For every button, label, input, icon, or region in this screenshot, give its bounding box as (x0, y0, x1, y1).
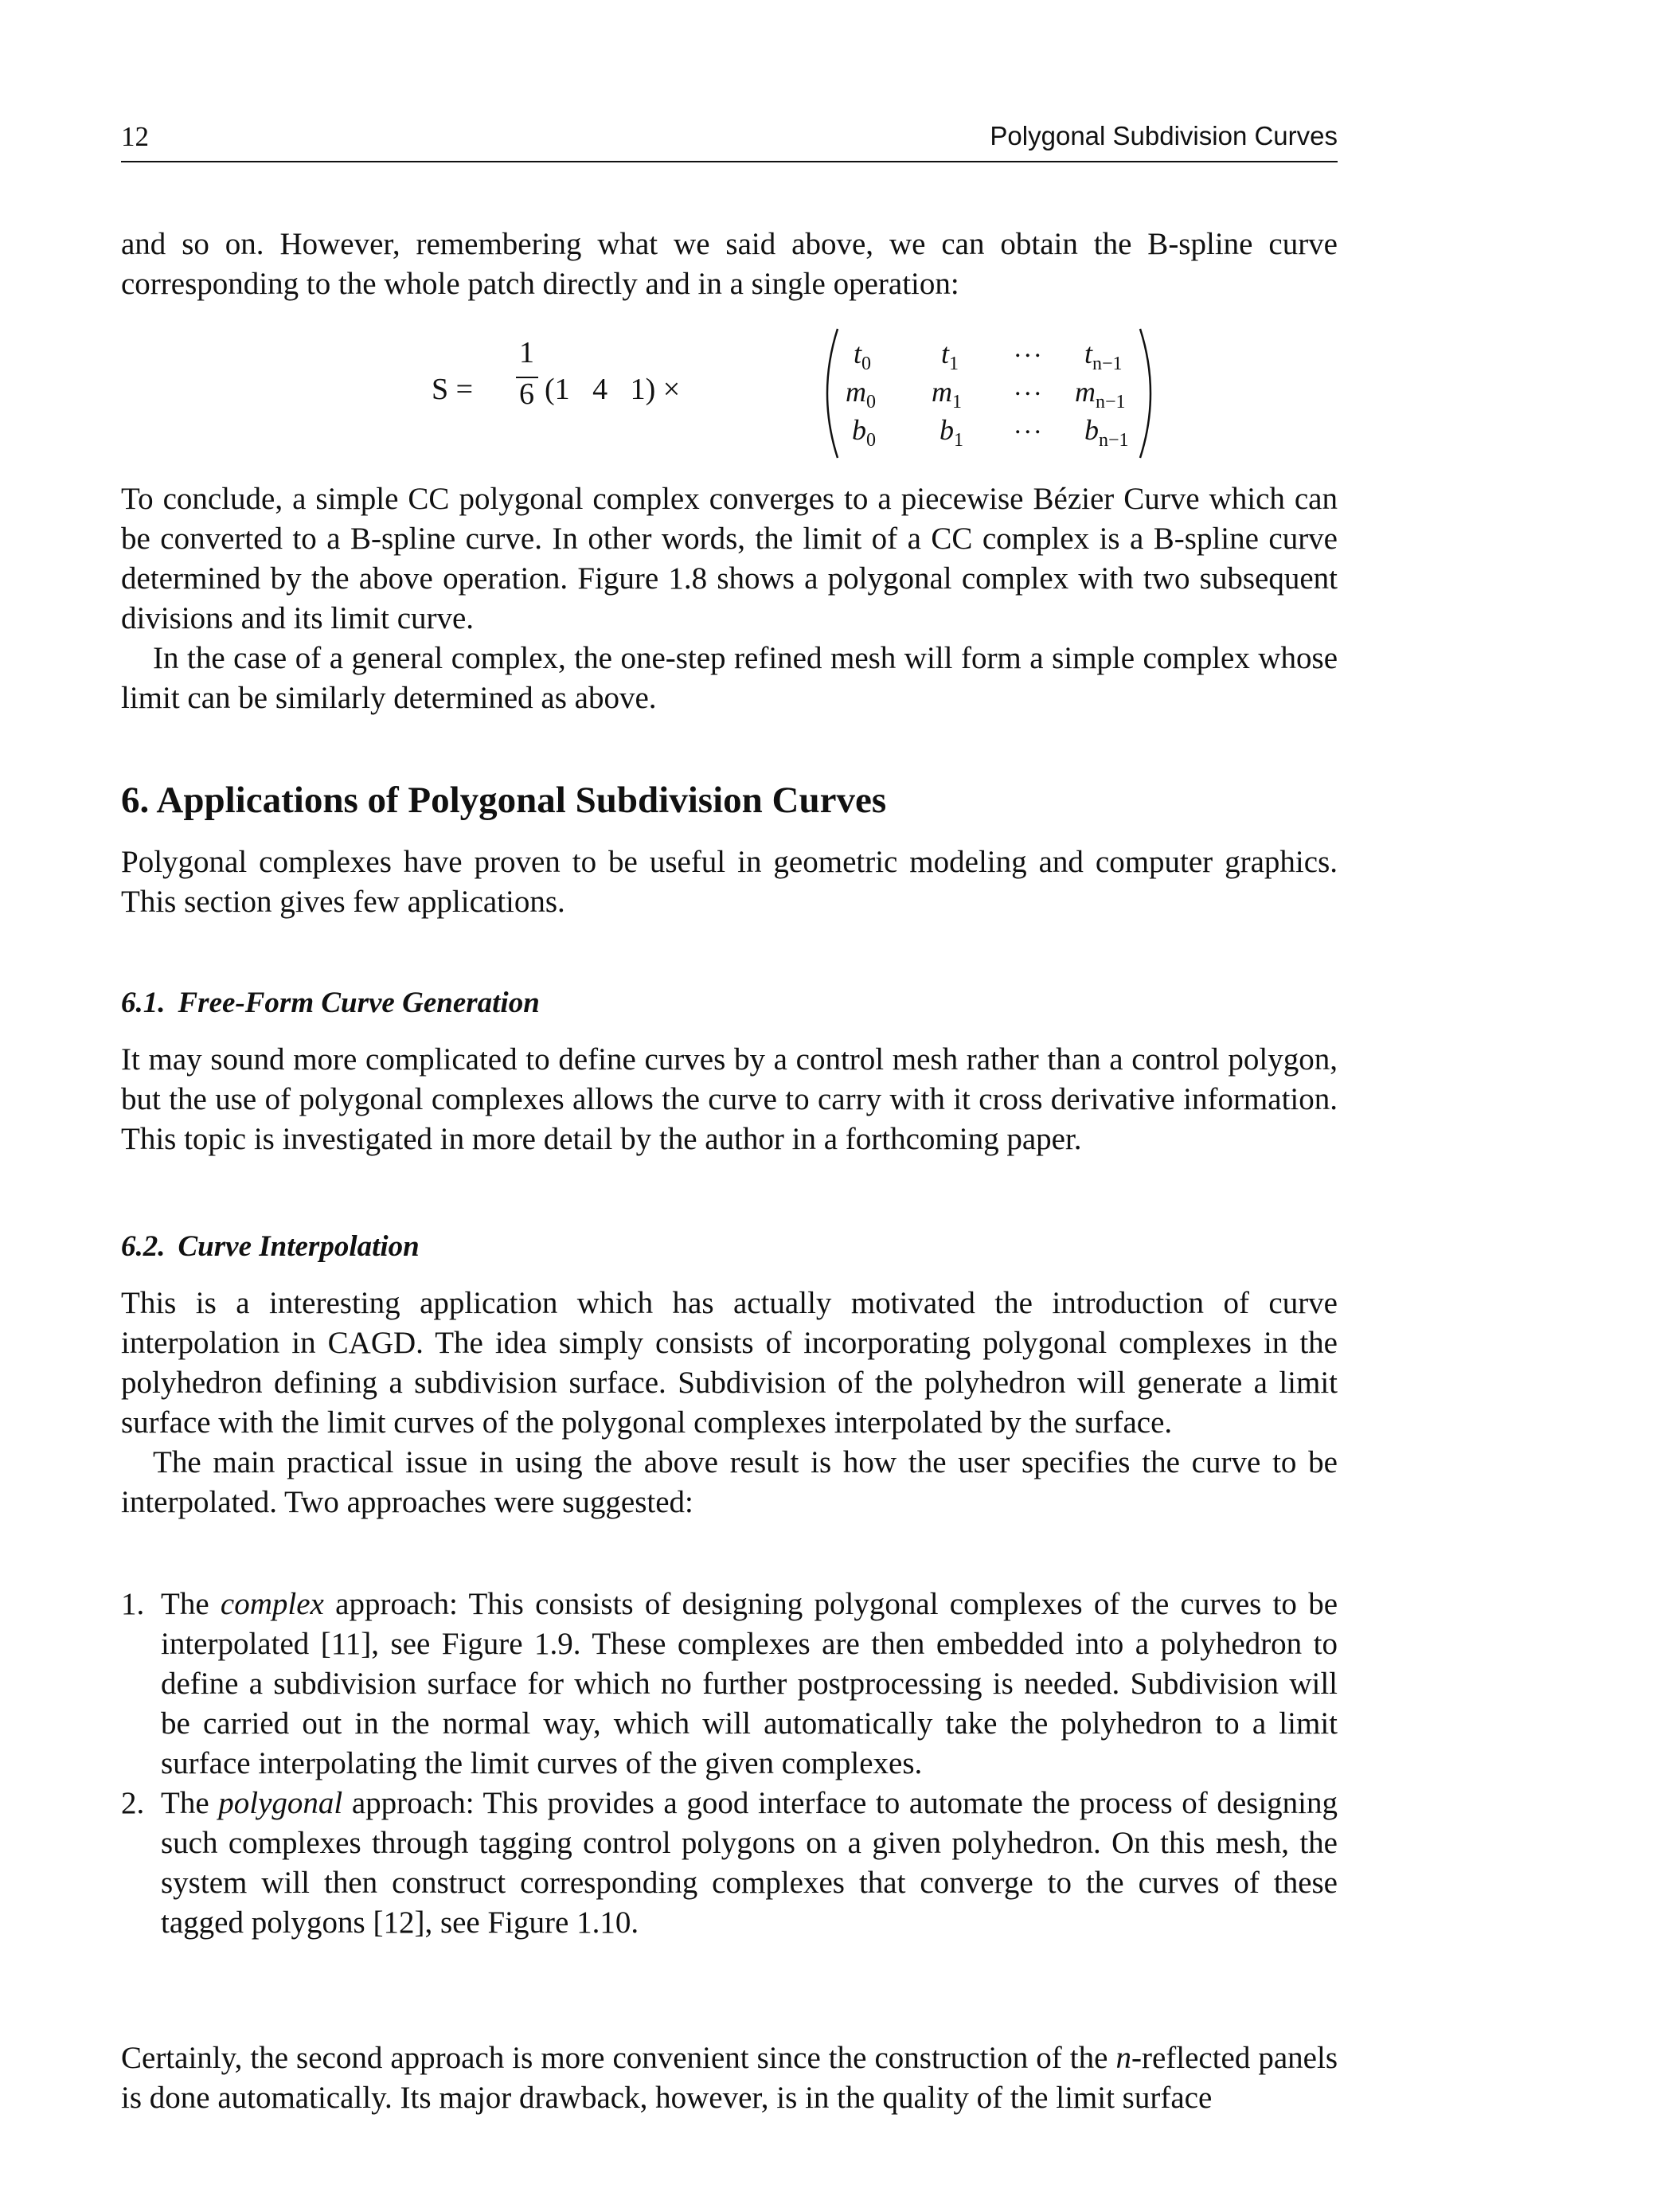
subsection62-paragraph-2: The main practical issue in using the above result is how the user specifies the curve to be interpolated. Two approaches were suggested: (121, 1445, 1338, 1519)
subsection62-block (121, 1284, 1338, 1522)
row-vector: (1 4 1) × (545, 373, 681, 406)
subsection-title: Free-Form Curve Generation (178, 987, 540, 1019)
subsection61-block (121, 1040, 1338, 1159)
matrix-dots: ... (1014, 372, 1045, 401)
conclusion-paragraph-1: To conclude, a simple CC polygonal complex converges to a piecewise Bézier Curve which can be converted to a B-spline curve. In other words, the limit of a CC complex is a B-spline curve determined by the above operation. Figure 1.8 shows a polygonal complex with two subsequent divisions and its limit curve. (121, 482, 1338, 635)
subsection-heading-6-1 (121, 986, 540, 1020)
section-heading: 6. Applications of Polygonal Subdivision Curves (121, 780, 887, 821)
matrix-cell-b1: $b_1$ (940, 414, 963, 451)
running-title: Polygonal Subdivision Curves (990, 121, 1338, 150)
matrix-cell-t0: $t_0$ (854, 338, 872, 375)
matrix-cell-m1: $m_1$ (932, 376, 962, 413)
closing-block (121, 2038, 1338, 2118)
list-marker: 1. (121, 1587, 145, 1621)
matrix-cell-t1: $t_1$ (941, 338, 959, 375)
page-number: 12 (121, 121, 149, 152)
section6-intro-block (121, 842, 1338, 922)
fraction-denominator: 6 (519, 377, 534, 411)
matrix-cell-tn: $t_{n-1}$ (1084, 338, 1123, 375)
approaches-list (121, 1585, 1338, 1943)
control-matrix (814, 330, 1164, 458)
conclusion-block (121, 479, 1338, 718)
closing-paragraph: Certainly, the second approach is more convenient since the construction of the n-reflected panels is done automatically. Its major drawback, however, is in the quality of the limit surface (121, 2041, 1338, 2115)
list-marker: 2. (121, 1786, 145, 1820)
matrix-dots: ... (1014, 334, 1045, 363)
subsection-number: 6.2. (121, 1230, 166, 1263)
subsection-heading-6-2 (121, 1229, 420, 1264)
matrix-cell-m0: $m_0$ (846, 376, 876, 413)
equation-bspline (432, 330, 1148, 458)
fraction-numerator: 1 (519, 336, 534, 369)
right-paren-icon (1137, 326, 1164, 461)
left-paren-icon (814, 326, 841, 461)
subsection-title: Curve Interpolation (178, 1230, 420, 1263)
list-item: 2. The polygonal approach: This provides a good interface to automate the process of designing such complexes through tagging control polygons on a given polyhedron. On this mesh, the system will then construct corresponding complexes that converge to the curves of these tagged polygons [12], see Figure 1.10. (121, 1784, 1338, 1943)
section6-paragraph: Polygonal complexes have proven to be useful in geometric modeling and computer graphics. This section gives few applications. (121, 845, 1338, 919)
matrix-cell-bn: $b_{n-1}$ (1084, 414, 1129, 451)
list-item: 1. The complex approach: This consists of designing polygonal complexes of the curves to be interpolated [11], see Figure 1.9. These complexes are then embedded into a polyhedron to define a subdivision surface for which no further postprocessing is needed. Subdivision will be carried out in the normal way, which will automatically take the polyhedron to a limit surface interpolating the limit curves of the given complexes. (121, 1585, 1338, 1784)
subsection-number: 6.1. (121, 987, 166, 1019)
page-header (121, 121, 1338, 162)
intro-paragraph: and so on. However, remembering what we said above, we can obtain the B-spline curve corresponding to the whole patch directly and in a single operation: (121, 227, 1338, 301)
subsection61-paragraph: It may sound more complicated to define curves by a control mesh rather than a control polygon, but the use of polygonal complexes allows the curve to carry with it cross derivative information. This topic is investigated in more detail by the author in a forthcoming paper. (121, 1042, 1338, 1156)
intro-paragraph-block (121, 225, 1338, 304)
matrix-dots: ... (1014, 410, 1045, 440)
matrix-cell-mn: $m_{n-1}$ (1075, 376, 1126, 413)
matrix-cell-b0: $b_0$ (852, 414, 876, 451)
equation-lhs: S = (432, 373, 474, 406)
subsection62-paragraph-1: This is a interesting application which has actually motivated the introduction of curve interpolation in CAGD. The idea simply consists of incorporating polygonal complexes in the polyhedron defining a subdivision surface. Subdivision of the polyhedron will generate a limit surface with the limit curves of the polygonal complexes interpolated by the surface. (121, 1286, 1338, 1440)
conclusion-paragraph-2: In the case of a general complex, the one-step refined mesh will form a simple complex whose limit can be similarly determined as above. (121, 641, 1338, 715)
